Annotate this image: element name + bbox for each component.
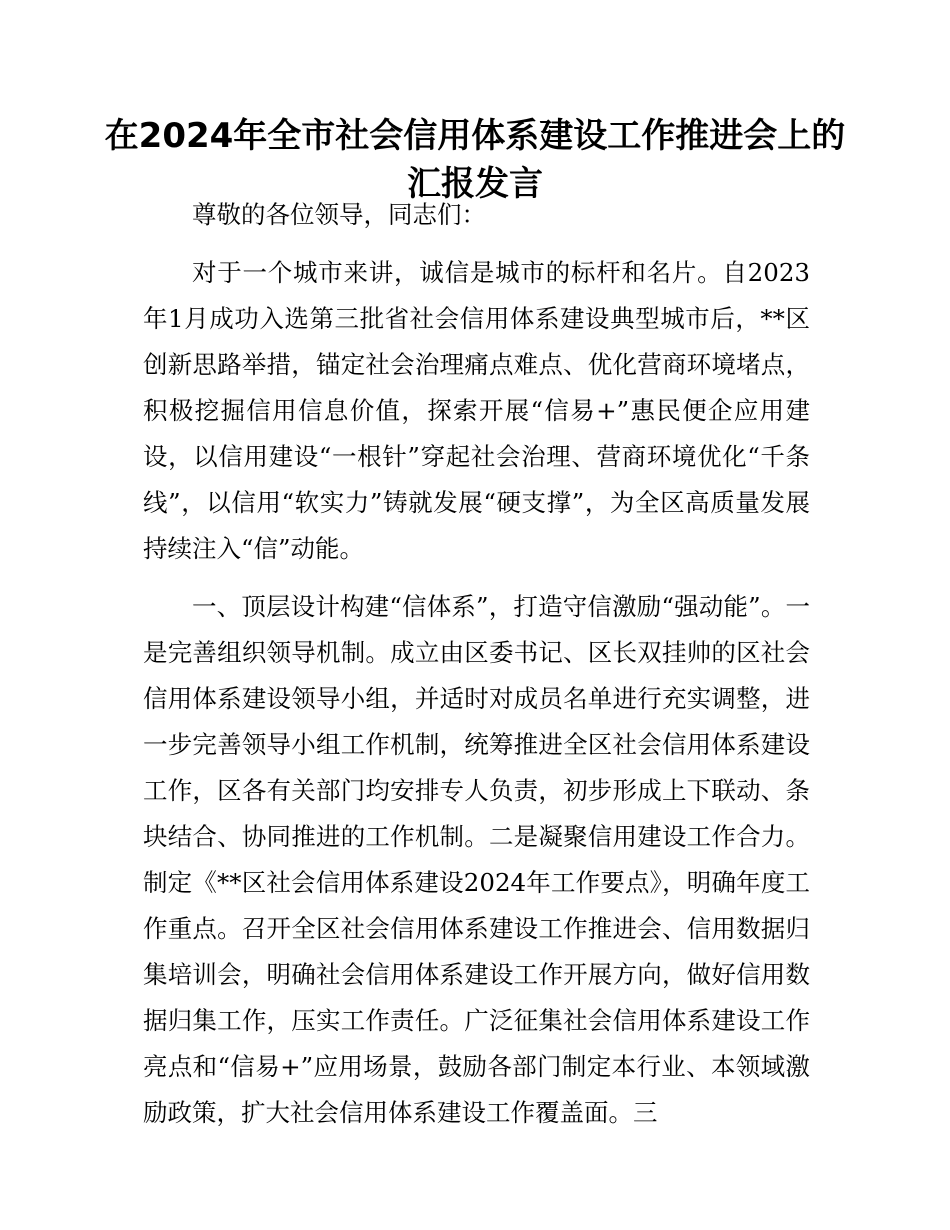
document-title: 在2024年全市社会信用体系建设工作推进会上的汇报发言: [104, 116, 846, 204]
paragraph-intro: 对于一个城市来讲，诚信是城市的标杆和名片。自2023年1月成功入选第三批省社会信用体系建设典型城市后，**区创新思路举措，锚定社会治理痛点难点、优化营商环境堵点，积极挖掘信用信息价值，探索开展“信易+”惠民便企应用建设，以信用建设“一根针”穿起社会治理、营商环境优化“千条线”，以信用“软实力”铸就发展“硬支撑”，为全区高质量发展持续注入“信”动能。: [143, 258, 810, 563]
document-body: [143, 192, 810, 1148]
paragraph-section-one: 一、顶层设计构建“信体系”，打造守信激励“强动能”。一是完善组织领导机制。成立由区委书记、区长双挂帅的区社会信用体系建设领导小组，并适时对成员名单进行充实调整，进一步完善领导小组工作机制，统筹推进全区社会信用体系建设工作，区各有关部门均安排专人负责，初步形成上下联动、条块结合、协同推进的工作机制。二是凝聚信用建设工作合力。制定《**区社会信用体系建设2024年工作要点》，明确年度工作重点。召开全区社会信用体系建设工作推进会、信用数据归集培训会，明确社会信用体系建设工作开展方向，做好信用数据归集工作，压实工作责任。广泛征集社会信用体系建设工作亮点和“信易+”应用场景，鼓励各部门制定本行业、本领域激励政策，扩大社会信用体系建设工作覆盖面。三: [143, 592, 810, 1127]
salutation: 尊敬的各位领导，同志们：: [192, 200, 486, 229]
